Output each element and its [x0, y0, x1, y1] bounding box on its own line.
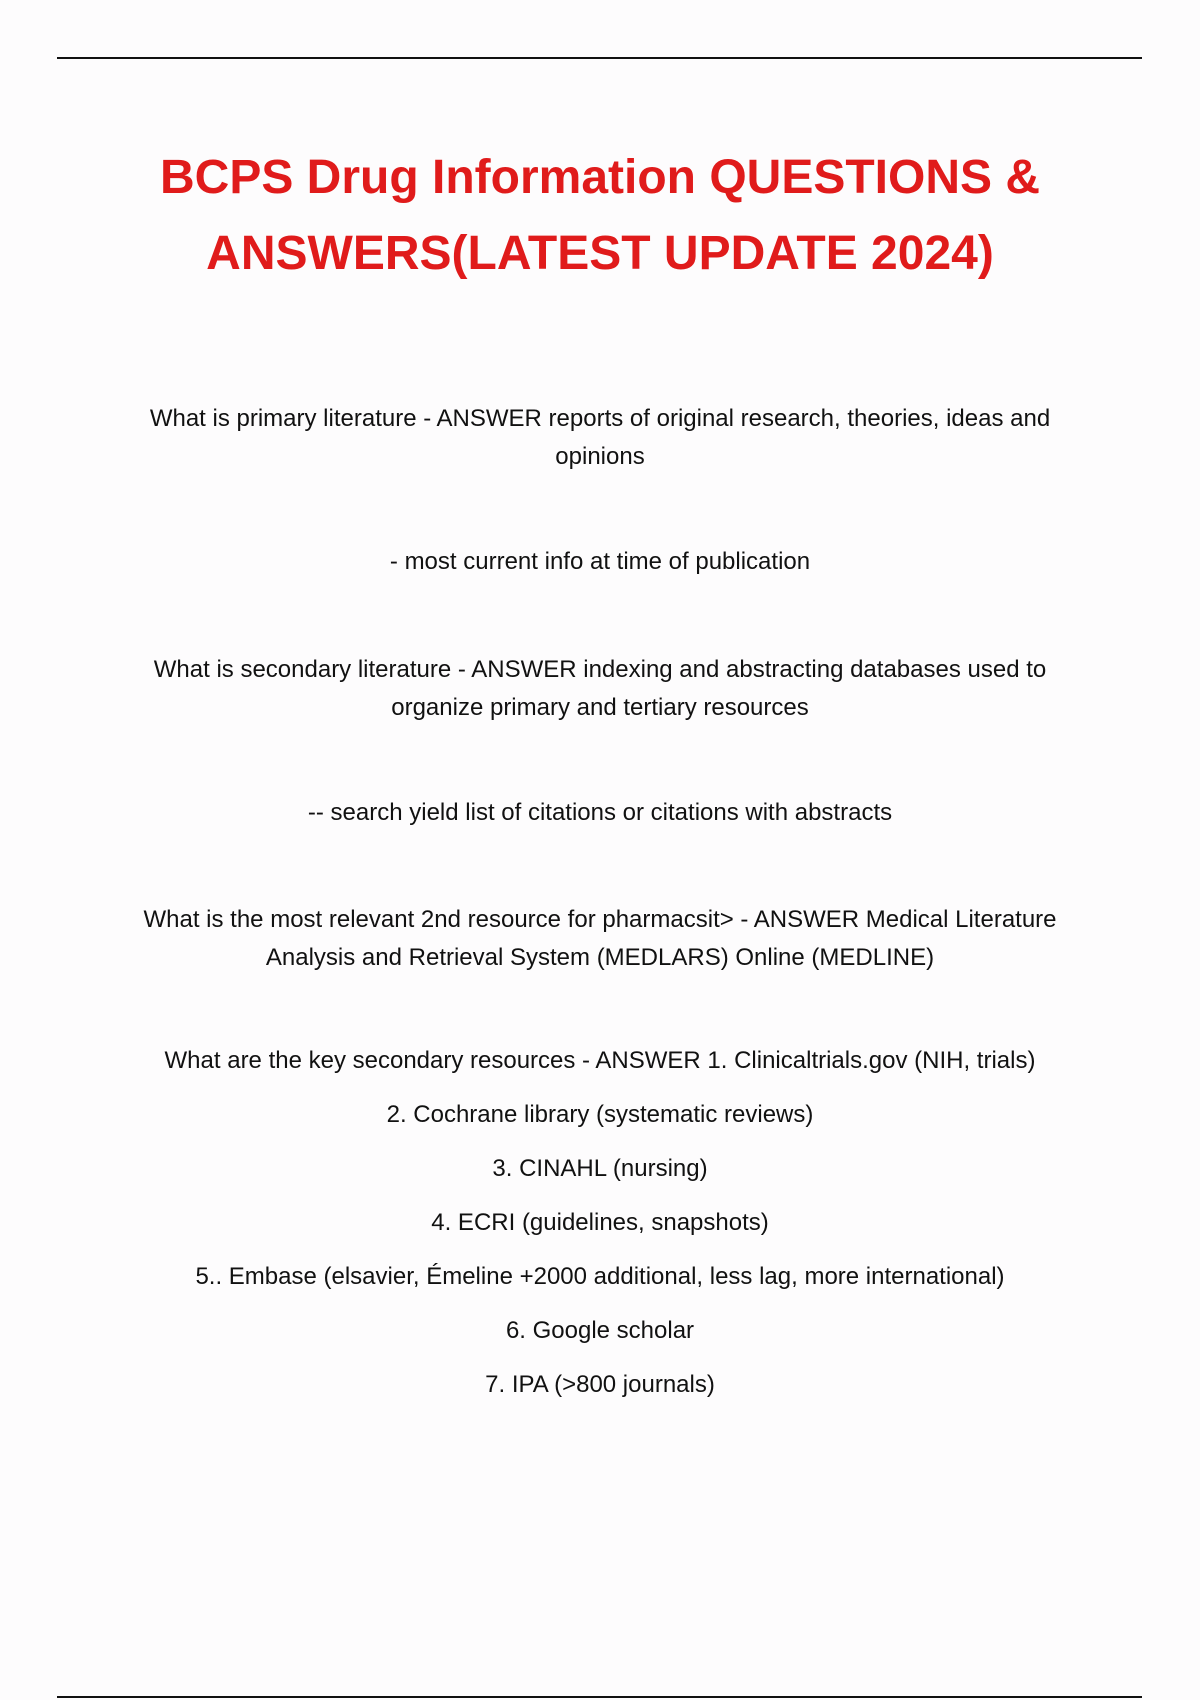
- list-item: 2. Cochrane library (systematic reviews): [386, 1101, 814, 1128]
- key-secondary-resources-list: [130, 1042, 1070, 1420]
- list-item: What are the key secondary resources - ANSWER 1. Clinicaltrials.gov (NIH, trials): [164, 1047, 1036, 1074]
- qa-relevant-2nd-resource: What is the most relevant 2nd resource for pharmacsit> - ANSWER Medical Literature Analysis and Retrieval System (MEDLARS) Online (MEDLINE): [143, 906, 1057, 971]
- qa-secondary-literature: What is secondary literature - ANSWER indexing and abstracting databases used to organize primary and tertiary resources: [153, 656, 1047, 721]
- list-item: 3. CINAHL (nursing): [492, 1155, 708, 1182]
- list-item: 7. IPA (>800 journals): [485, 1371, 715, 1398]
- qa-primary-literature: What is primary literature - ANSWER reports of original research, theories, ideas and opinions: [149, 405, 1051, 470]
- list-item: 5.. Embase (elsavier, Émeline +2000 additional, less lag, more international): [195, 1263, 1005, 1290]
- bottom-rule: [57, 1696, 1142, 1698]
- list-item: 6. Google scholar: [505, 1317, 695, 1344]
- document-title: BCPS Drug Information QUESTIONS & ANSWERS(LATEST UPDATE 2024): [159, 151, 1041, 280]
- top-rule: [57, 57, 1142, 59]
- note-most-current-info: - most current info at time of publication: [389, 548, 811, 575]
- note-search-yield: -- search yield list of citations or citations with abstracts: [307, 799, 893, 826]
- list-item: 4. ECRI (guidelines, snapshots): [431, 1209, 769, 1236]
